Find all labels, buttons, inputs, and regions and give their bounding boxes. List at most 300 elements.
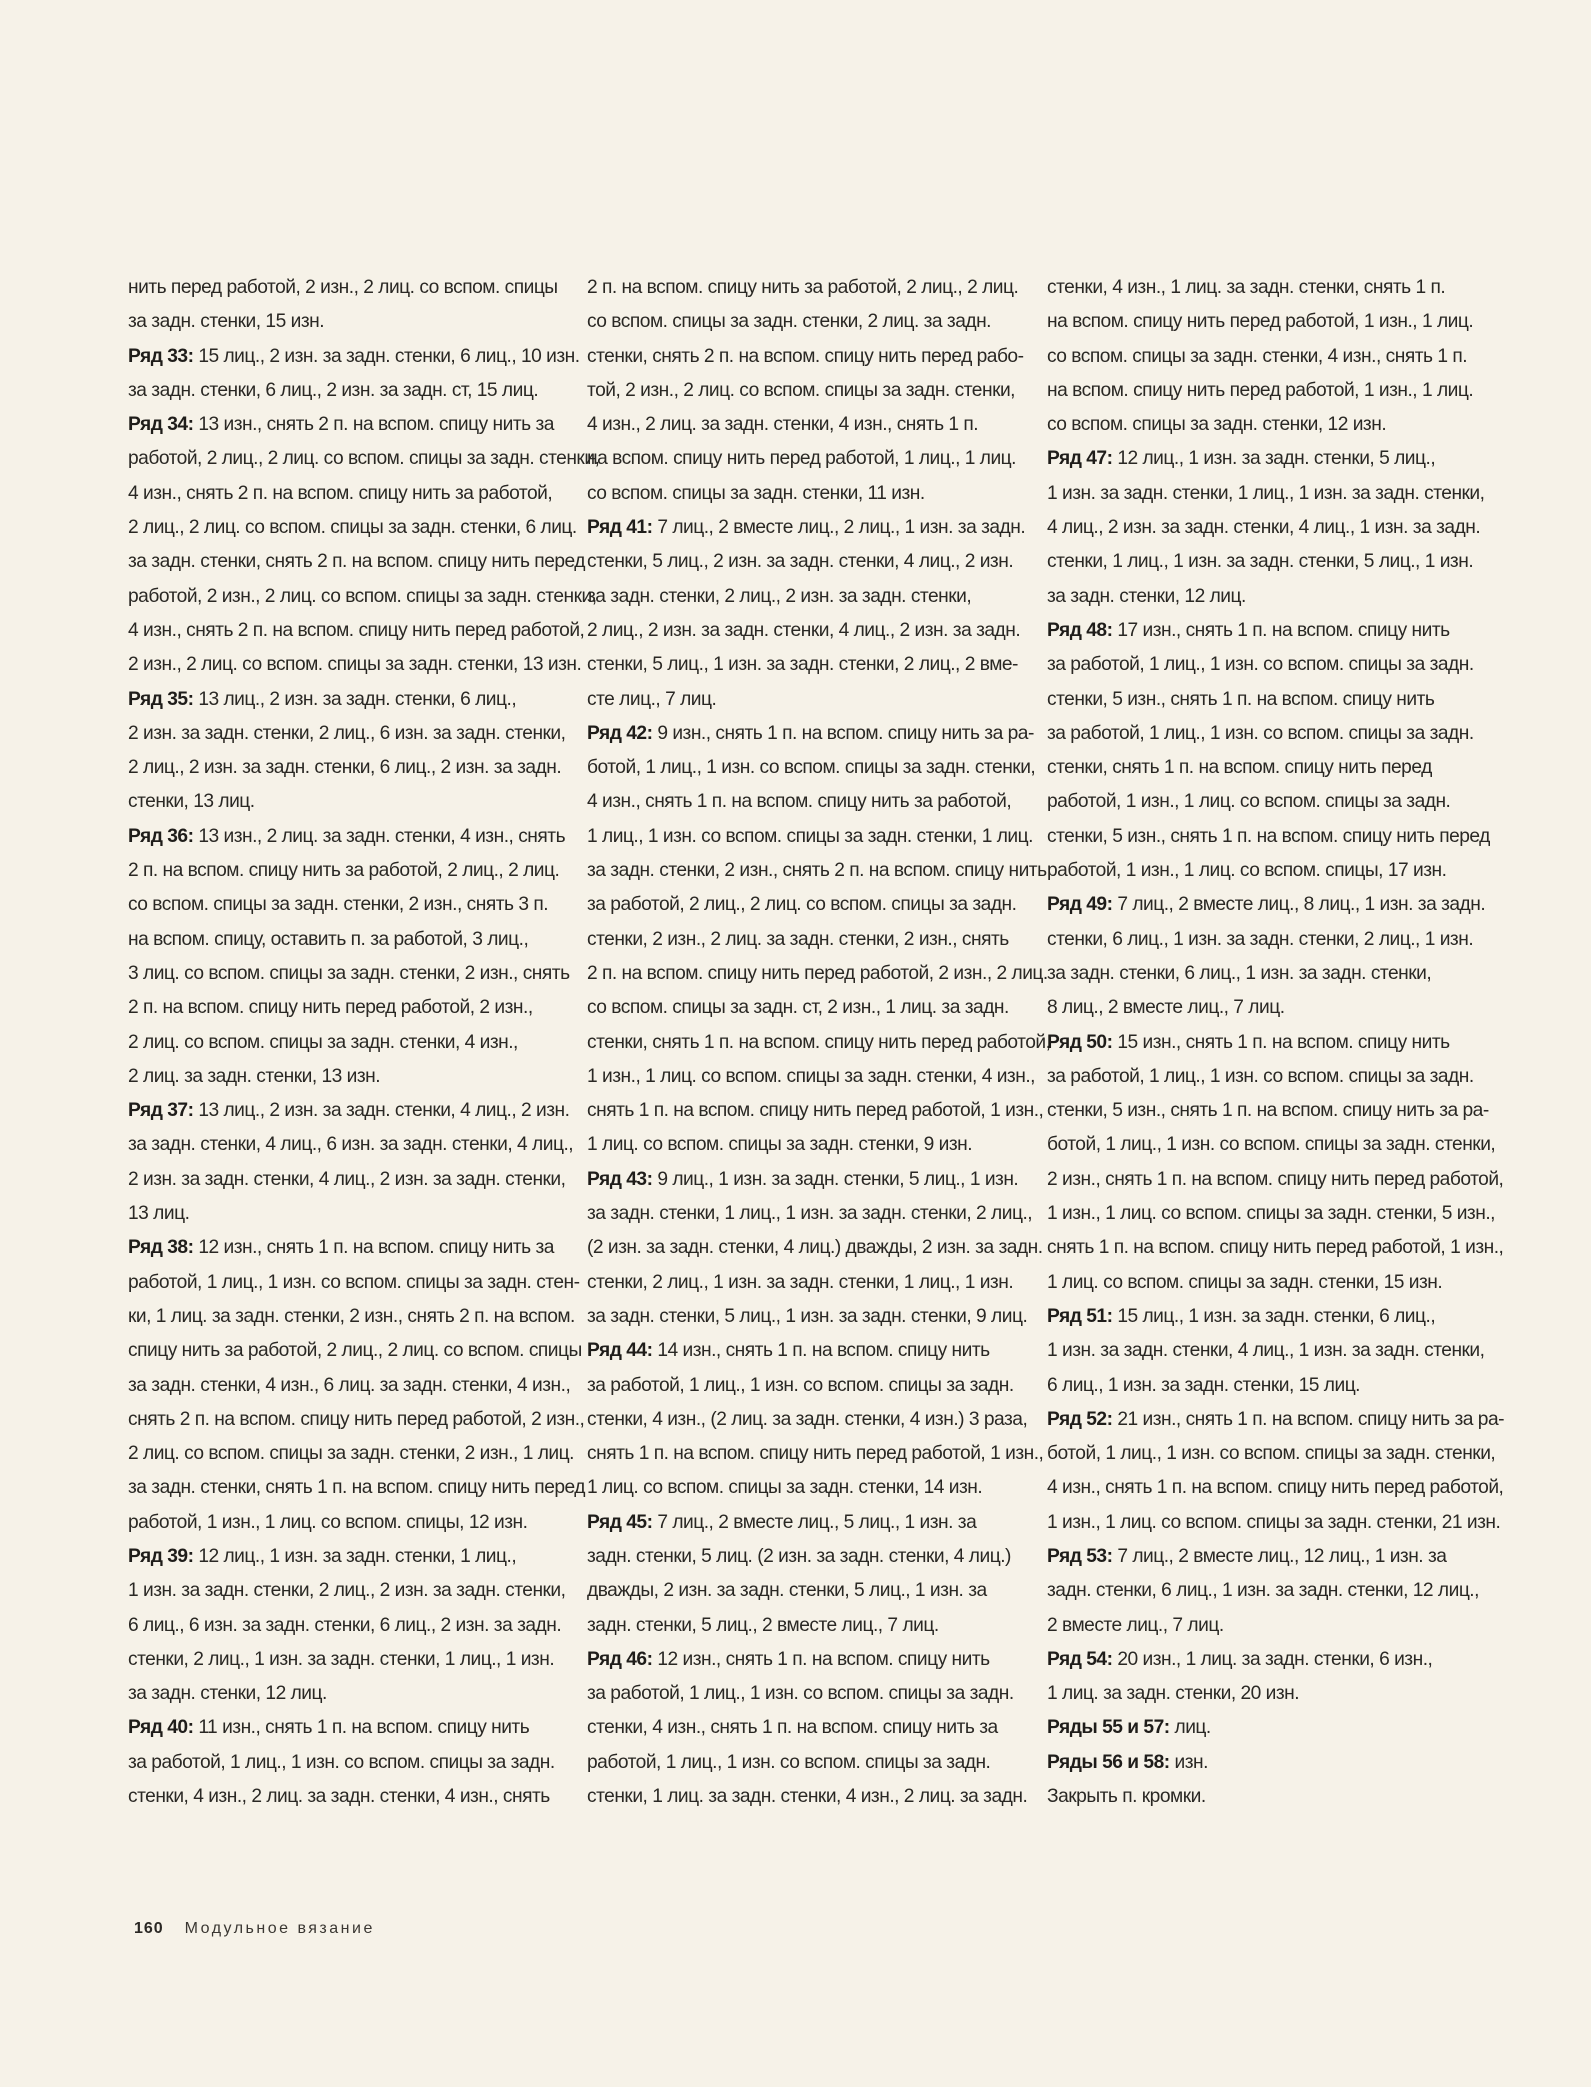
row-label: Ряды 55 и 57: [1047, 1717, 1170, 1739]
row-text: стенки, 2 лиц., 1 изн. за задн. стенки, 1 лиц., 1 изн. [587, 1271, 1014, 1293]
row-text: работой, 1 изн., 1 лиц. со вспом. спицы, 12 изн. [128, 1511, 528, 1533]
row-text: со вспом. спицы за задн. стенки, 2 изн., снять 3 п. [128, 894, 549, 916]
row-text: 2 п. на вспом. спицу нить за работой, 2 лиц., 2 лиц. [128, 860, 560, 882]
text-line [1047, 1780, 1487, 1814]
row-text: снять 1 п. на вспом. спицу нить перед работой, 1 изн., [1047, 1237, 1504, 1259]
row-text: 12 изн., снять 1 п. на вспом. спицу нить [652, 1648, 990, 1670]
text-line [587, 820, 1033, 854]
row-label: Ряд 45: [587, 1511, 653, 1533]
text-line [128, 820, 568, 854]
row-text: работой, 2 изн., 2 лиц. со вспом. спицы за задн. стенки, [128, 585, 597, 607]
text-line [587, 614, 1027, 648]
row-label: Ряд 35: [128, 688, 194, 710]
row-text: стенки, 1 лиц., 1 изн. за задн. стенки, 5 лиц., 1 изн. [1047, 551, 1474, 573]
row-text: 2 п. на вспом. спицу нить перед работой, 2 изн., [128, 997, 533, 1019]
row-text: изн. [1169, 1751, 1208, 1773]
text-line [587, 991, 1027, 1025]
row-text: 15 лиц., 1 изн. за задн. стенки, 6 лиц., [1112, 1305, 1436, 1327]
text-line [128, 717, 568, 751]
text-line [1047, 305, 1487, 339]
text-line [587, 1403, 1027, 1437]
row-text: 12 изн., снять 1 п. на вспом. спицу нить за [193, 1237, 554, 1259]
text-line [1047, 1026, 1487, 1060]
text-line [1047, 888, 1487, 922]
text-line [128, 1643, 568, 1677]
row-text: 2 лиц., 2 лиц. со вспом. спицы за задн. стенки, 6 лиц. [128, 517, 577, 539]
text-line [128, 1437, 574, 1471]
text-line [128, 648, 582, 682]
row-text: сте лиц., 7 лиц. [587, 688, 717, 710]
row-text: 7 лиц., 2 вместе лиц., 5 лиц., 1 изн. за [652, 1511, 977, 1533]
text-line [128, 923, 568, 957]
text-line [587, 648, 1027, 682]
text-line [587, 1300, 1027, 1334]
row-text: 6 лиц., 1 изн. за задн. стенки, 15 лиц. [1047, 1374, 1361, 1396]
row-text: за работой, 1 лиц., 1 изн. со вспом. спицы за задн. [587, 1374, 1014, 1396]
row-text: 2 изн. за задн. стенки, 2 лиц., 6 изн. за задн. стенки, [128, 722, 566, 744]
row-label: Ряд 46: [587, 1648, 653, 1670]
text-line [1047, 580, 1487, 614]
text-line [587, 923, 1027, 957]
text-line [1047, 957, 1487, 991]
text-line [128, 854, 568, 888]
text-line [128, 991, 568, 1025]
row-text: работой, 1 изн., 1 лиц. со вспом. спицы, 17 изн. [1047, 860, 1447, 882]
row-text: за работой, 1 лиц., 1 изн. со вспом. спицы за задн. [587, 1683, 1014, 1705]
text-line [128, 751, 568, 785]
row-text: 13 лиц. [128, 1203, 190, 1225]
row-text: за работой, 1 лиц., 1 изн. со вспом. спицы за задн. [1047, 654, 1474, 676]
row-label: Ряд 53: [1047, 1545, 1113, 1567]
row-text: 20 изн., 1 лиц. за задн. стенки, 6 изн., [1112, 1648, 1433, 1670]
row-text: 13 лиц., 2 изн. за задн. стенки, 4 лиц., 2 изн. [193, 1100, 570, 1122]
text-line [1047, 1369, 1487, 1403]
row-text: за задн. стенки, 12 лиц. [128, 1683, 327, 1705]
text-line [587, 1163, 1027, 1197]
row-text: за задн. стенки, 1 лиц., 1 изн. за задн. стенки, 2 лиц., [587, 1203, 1033, 1225]
row-text: за задн. стенки, 15 изн. [128, 311, 325, 333]
row-text: стенки, 2 лиц., 1 изн. за задн. стенки, 1 лиц., 1 изн. [128, 1648, 555, 1670]
text-line [128, 1677, 568, 1711]
row-label: Ряд 54: [1047, 1648, 1113, 1670]
text-line [128, 1403, 585, 1437]
text-line [128, 1711, 568, 1745]
text-column-right [1047, 271, 1505, 1814]
text-line [128, 408, 568, 442]
text-line [128, 1746, 568, 1780]
row-label: Ряд 50: [1047, 1031, 1113, 1053]
row-text: со вспом. спицы за задн. ст, 2 изн., 1 лиц. за задн. [587, 997, 1009, 1019]
text-line [1047, 1128, 1496, 1162]
text-line [1047, 991, 1487, 1025]
text-line [128, 580, 597, 614]
row-text: 4 изн., снять 1 п. на вспом. спицу нить за работой, [587, 791, 1012, 813]
row-label: Ряд 36: [128, 825, 194, 847]
row-text: снять 1 п. на вспом. спицу нить перед работой, 1 изн., [587, 1100, 1044, 1122]
text-line [1047, 374, 1487, 408]
row-text: 2 п. на вспом. спицу нить за работой, 2 лиц., 2 лиц. [587, 277, 1019, 298]
text-line [587, 1266, 1027, 1300]
text-line [1047, 1266, 1487, 1300]
row-text: снять 2 п. на вспом. спицу нить перед работой, 2 изн., [128, 1408, 585, 1430]
text-line [128, 614, 585, 648]
row-text: 1 лиц. со вспом. спицы за задн. стенки, 14 изн. [587, 1477, 983, 1499]
row-text: 4 изн., снять 2 п. на вспом. спицу нить за работой, [128, 482, 553, 504]
text-line [1047, 545, 1487, 579]
row-text: 1 лиц. со вспом. спицы за задн. стенки, 15 изн. [1047, 1271, 1443, 1293]
text-line [587, 1574, 1027, 1608]
text-line [1047, 1609, 1487, 1643]
row-text: 8 лиц., 2 вместе лиц., 7 лиц. [1047, 997, 1285, 1019]
text-line [587, 854, 1047, 888]
text-line [587, 1609, 1027, 1643]
row-text: на вспом. спицу нить перед работой, 1 изн., 1 лиц. [1047, 379, 1474, 401]
row-text: 14 изн., снять 1 п. на вспом. спицу нить [652, 1340, 990, 1362]
row-text: дважды, 2 изн. за задн. стенки, 5 лиц., 1 изн. за [587, 1580, 987, 1602]
text-line [128, 305, 568, 339]
text-line [128, 1609, 568, 1643]
row-text: стенки, снять 1 п. на вспом. спицу нить перед [1047, 757, 1432, 779]
text-line [587, 1540, 1027, 1574]
text-line [1047, 1334, 1487, 1368]
text-line [587, 1506, 1027, 1540]
row-text: Закрыть п. кромки. [1047, 1786, 1206, 1808]
row-label: Ряды 56 и 58: [1047, 1751, 1170, 1773]
row-text: 11 изн., снять 1 п. на вспом. спицу нить [193, 1717, 530, 1739]
row-label: Ряд 38: [128, 1237, 194, 1259]
text-line [128, 1231, 568, 1265]
row-text: со вспом. спицы за задн. стенки, 4 изн., снять 1 п. [1047, 345, 1468, 367]
row-text: 9 изн., снять 1 п. на вспом. спицу нить за ра- [652, 722, 1034, 744]
text-line [1047, 1163, 1504, 1197]
row-text: 6 лиц., 6 изн. за задн. стенки, 6 лиц., 2 изн. за задн. [128, 1614, 562, 1636]
row-text: за задн. стенки, 12 лиц. [1047, 585, 1246, 607]
text-line [587, 1437, 1044, 1471]
text-line [1047, 854, 1487, 888]
row-text: 2 лиц. со вспом. спицы за задн. стенки, 2 изн., 1 лиц. [128, 1443, 574, 1465]
text-line [1047, 614, 1487, 648]
text-line [128, 1026, 568, 1060]
row-text: со вспом. спицы за задн. стенки, 2 лиц. за задн. [587, 311, 991, 333]
row-text: стенки, 5 изн., снять 1 п. на вспом. спицу нить перед [1047, 825, 1490, 847]
row-text: 15 изн., снять 1 п. на вспом. спицу нить [1112, 1031, 1450, 1053]
row-label: Ряд 40: [128, 1717, 194, 1739]
row-text: стенки, 4 изн., (2 лиц. за задн. стенки, 4 изн.) 3 раза, [587, 1408, 1028, 1430]
text-line [128, 1266, 580, 1300]
text-line [587, 1128, 1027, 1162]
row-text: 1 изн. за задн. стенки, 2 лиц., 2 изн. за задн. стенки, [128, 1580, 566, 1602]
text-line [128, 1163, 568, 1197]
text-line [587, 1197, 1033, 1231]
text-line [128, 1300, 575, 1334]
row-label: Ряд 51: [1047, 1305, 1113, 1327]
row-text: задн. стенки, 5 лиц., 2 вместе лиц., 7 лиц. [587, 1614, 939, 1636]
row-text: стенки, 5 лиц., 2 изн. за задн. стенки, 4 лиц., 2 изн. [587, 551, 1014, 573]
row-text: ки, 1 лиц. за задн. стенки, 2 изн., снять 2 п. на вспом. [128, 1305, 575, 1327]
row-text: стенки, 5 лиц., 1 изн. за задн. стенки, 2 лиц., 2 вме- [587, 654, 1018, 676]
text-line [1047, 1540, 1487, 1574]
text-line [587, 1643, 1027, 1677]
text-line [587, 1746, 1027, 1780]
row-label: Ряд 47: [1047, 448, 1113, 470]
text-line [128, 1574, 568, 1608]
row-text: 12 лиц., 1 изн. за задн. стенки, 1 лиц., [193, 1545, 517, 1567]
row-text: снять 1 п. на вспом. спицу нить перед работой, 1 изн., [587, 1443, 1044, 1465]
row-text: 1 изн. за задн. стенки, 4 лиц., 1 изн. за задн. стенки, [1047, 1340, 1485, 1362]
row-text: 21 изн., снять 1 п. на вспом. спицу нить за ра- [1112, 1408, 1505, 1430]
row-text: работой, 1 изн., 1 лиц. со вспом. спицы за задн. [1047, 791, 1451, 813]
text-line [587, 580, 1027, 614]
row-label: Ряд 37: [128, 1100, 194, 1122]
text-line [128, 1060, 568, 1094]
row-text: 17 изн., снять 1 п. на вспом. спицу нить [1112, 619, 1450, 641]
text-line [1047, 648, 1487, 682]
text-line [587, 305, 1027, 339]
text-line [1047, 923, 1487, 957]
row-text: 9 лиц., 1 изн. за задн. стенки, 5 лиц., 1 изн. [652, 1168, 1019, 1190]
row-text: за работой, 1 лиц., 1 изн. со вспом. спицы за задн. [1047, 722, 1474, 744]
text-line [1047, 477, 1487, 511]
text-line [1047, 1643, 1487, 1677]
row-text: 2 лиц. за задн. стенки, 13 изн. [128, 1065, 381, 1087]
row-text: стенки, 6 лиц., 1 изн. за задн. стенки, 2 лиц., 1 изн. [1047, 928, 1474, 950]
row-text: 2 изн., снять 1 п. на вспом. спицу нить перед работой, [1047, 1168, 1504, 1190]
row-text: за работой, 1 лиц., 1 изн. со вспом. спицы за задн. [1047, 1065, 1474, 1087]
row-text: 2 изн., 2 лиц. со вспом. спицы за задн. стенки, 13 изн. [128, 654, 582, 676]
text-line [128, 511, 577, 545]
text-line [128, 1369, 571, 1403]
text-column-left [128, 271, 600, 1814]
text-line [587, 683, 1027, 717]
text-line [128, 442, 600, 476]
text-line [1047, 271, 1487, 305]
text-line [587, 340, 1027, 374]
text-line [1047, 785, 1487, 819]
row-text: на вспом. спицу нить перед работой, 1 изн., 1 лиц. [1047, 311, 1474, 333]
row-text: стенки, 4 изн., 1 лиц. за задн. стенки, снять 1 п. [1047, 277, 1446, 298]
text-line [1047, 1094, 1487, 1128]
row-text: 2 лиц. со вспом. спицы за задн. стенки, 4 изн., [128, 1031, 518, 1053]
row-label: Ряд 52: [1047, 1408, 1113, 1430]
text-line [1047, 1574, 1487, 1608]
row-text: 4 лиц., 2 изн. за задн. стенки, 4 лиц., 1 изн. за задн. [1047, 517, 1481, 539]
row-text: ботой, 1 лиц., 1 изн. со вспом. спицы за задн. стенки, [1047, 1443, 1496, 1465]
text-line [1047, 1746, 1487, 1780]
row-text: работой, 2 лиц., 2 лиц. со вспом. спицы за задн. стенки, [128, 448, 600, 470]
text-line [128, 683, 568, 717]
text-line [587, 511, 1027, 545]
row-text: 2 изн. за задн. стенки, 4 лиц., 2 изн. за задн. стенки, [128, 1168, 566, 1190]
row-text: спицу нить за работой, 2 лиц., 2 лиц. со вспом. спицы [128, 1340, 582, 1362]
row-text: нить перед работой, 2 изн., 2 лиц. со вспом. спицы [128, 277, 558, 298]
row-text: задн. стенки, 6 лиц., 1 изн. за задн. стенки, 12 лиц., [1047, 1580, 1479, 1602]
text-line [1047, 1060, 1487, 1094]
row-text: стенки, снять 1 п. на вспом. спицу нить перед работой, [587, 1031, 1051, 1053]
text-line [128, 1780, 568, 1814]
text-line [587, 1711, 1027, 1745]
text-line [128, 1540, 568, 1574]
text-line [1047, 683, 1487, 717]
text-line [128, 1471, 585, 1505]
row-text: стенки, снять 2 п. на вспом. спицу нить перед рабо- [587, 345, 1024, 367]
row-text: за задн. стенки, 4 лиц., 6 изн. за задн. стенки, 4 лиц., [128, 1134, 574, 1156]
text-line [128, 1334, 582, 1368]
row-text: 7 лиц., 2 вместе лиц., 2 лиц., 1 изн. за задн. [652, 517, 1026, 539]
row-text: 1 изн. за задн. стенки, 1 лиц., 1 изн. за задн. стенки, [1047, 482, 1485, 504]
row-label: Ряд 33: [128, 345, 194, 367]
row-text: 2 вместе лиц., 7 лиц. [1047, 1614, 1224, 1636]
row-text: 13 лиц., 2 изн. за задн. стенки, 6 лиц., [193, 688, 517, 710]
text-line [128, 1094, 568, 1128]
text-line [587, 477, 1027, 511]
row-text: 4 изн., снять 2 п. на вспом. спицу нить перед работой, [128, 619, 585, 641]
text-line [1047, 1711, 1487, 1745]
text-line [128, 888, 568, 922]
text-line [587, 271, 1027, 305]
row-text: за задн. стенки, снять 2 п. на вспом. спицу нить перед [128, 551, 585, 573]
page-number: 160 [134, 1920, 164, 1937]
row-text: ботой, 1 лиц., 1 изн. со вспом. спицы за задн. стенки, [587, 757, 1036, 779]
row-text: стенки, 5 изн., снять 1 п. на вспом. спицу нить [1047, 688, 1435, 710]
row-text: 2 п. на вспом. спицу нить перед работой, 2 изн., 2 лиц. [587, 962, 1048, 984]
text-line [587, 1231, 1043, 1265]
row-label: Ряд 44: [587, 1340, 653, 1362]
row-text: (2 изн. за задн. стенки, 4 лиц.) дважды, 2 изн. за задн. [587, 1237, 1043, 1259]
book-title: Модульное вязание [184, 1920, 375, 1937]
text-line [587, 1471, 1027, 1505]
row-text: стенки, 13 лиц. [128, 791, 255, 813]
row-text: за задн. стенки, снять 1 п. на вспом. спицу нить перед [128, 1477, 585, 1499]
row-text: 1 лиц. со вспом. спицы за задн. стенки, 9 изн. [587, 1134, 973, 1156]
row-text: задн. стенки, 5 лиц. (2 изн. за задн. стенки, 4 лиц.) [587, 1545, 1011, 1567]
row-text: за задн. стенки, 2 лиц., 2 изн. за задн. стенки, [587, 585, 972, 607]
text-line [128, 1128, 574, 1162]
row-text: стенки, 4 изн., снять 1 п. на вспом. спицу нить за [587, 1717, 998, 1739]
text-line [587, 1780, 1027, 1814]
row-text: 7 лиц., 2 вместе лиц., 12 лиц., 1 изн. за [1112, 1545, 1447, 1567]
text-line [587, 545, 1027, 579]
row-text: за работой, 1 лиц., 1 изн. со вспом. спицы за задн. [128, 1751, 555, 1773]
text-line [1047, 1231, 1504, 1265]
page-footer [134, 1920, 375, 1938]
row-text: за задн. стенки, 2 изн., снять 2 п. на вспом. спицу нить [587, 860, 1047, 882]
text-line [587, 1094, 1044, 1128]
text-line [128, 957, 568, 991]
row-text: 2 лиц., 2 изн. за задн. стенки, 6 лиц., 2 изн. за задн. [128, 757, 562, 779]
row-label: Ряд 43: [587, 1168, 653, 1190]
text-line [1047, 1471, 1504, 1505]
text-line [587, 717, 1034, 751]
row-text: 1 изн., 1 лиц. со вспом. спицы за задн. стенки, 5 изн., [1047, 1203, 1495, 1225]
row-text: той, 2 изн., 2 лиц. со вспом. спицы за задн. стенки, [587, 379, 1016, 401]
text-line [1047, 511, 1487, 545]
text-line [587, 1334, 1027, 1368]
text-line [1047, 408, 1487, 442]
text-line [587, 1677, 1027, 1711]
row-label: Ряд 39: [128, 1545, 194, 1567]
row-text: 3 лиц. со вспом. спицы за задн. стенки, 2 изн., снять [128, 962, 570, 984]
text-line [1047, 442, 1487, 476]
text-line [1047, 1403, 1505, 1437]
text-line [1047, 1197, 1495, 1231]
text-line [587, 1026, 1051, 1060]
row-text: 1 изн., 1 лиц. со вспом. спицы за задн. стенки, 21 изн. [1047, 1511, 1501, 1533]
row-text: 13 изн., снять 2 п. на вспом. спицу нить за [193, 414, 554, 436]
text-line [128, 340, 580, 374]
row-text: работой, 1 лиц., 1 изн. со вспом. спицы за задн. стен- [128, 1271, 580, 1293]
row-label: Ряд 42: [587, 722, 653, 744]
text-line [587, 374, 1027, 408]
row-text: 4 изн., 2 лиц. за задн. стенки, 4 изн., снять 1 п. [587, 414, 979, 436]
text-line [587, 751, 1036, 785]
text-line [128, 785, 568, 819]
text-line [587, 785, 1027, 819]
text-line [587, 1060, 1035, 1094]
row-text: стенки, 1 лиц. за задн. стенки, 4 изн., 2 лиц. за задн. [587, 1786, 1028, 1808]
text-line [587, 888, 1027, 922]
text-line [1047, 1506, 1501, 1540]
text-line [128, 477, 568, 511]
row-text: 1 лиц. за задн. стенки, 20 изн. [1047, 1683, 1300, 1705]
row-text: со вспом. спицы за задн. стенки, 12 изн. [1047, 414, 1387, 436]
row-text: на вспом. спицу, оставить п. за работой, 3 лиц., [128, 928, 529, 950]
text-line [1047, 1300, 1487, 1334]
text-line [128, 271, 568, 305]
text-line [1047, 340, 1487, 374]
row-text: 1 лиц., 1 изн. со вспом. спицы за задн. стенки, 1 лиц. [587, 825, 1033, 847]
text-line [128, 1197, 568, 1231]
row-label: Ряд 49: [1047, 894, 1113, 916]
row-text: 15 лиц., 2 изн. за задн. стенки, 6 лиц., 10 изн. [193, 345, 580, 367]
row-text: за задн. стенки, 5 лиц., 1 изн. за задн. стенки, 9 лиц. [587, 1305, 1028, 1327]
row-text: стенки, 5 изн., снять 1 п. на вспом. спицу нить за ра- [1047, 1100, 1489, 1122]
text-line [587, 408, 1027, 442]
text-line [1047, 820, 1490, 854]
row-label: Ряд 34: [128, 414, 194, 436]
row-text: 1 изн., 1 лиц. со вспом. спицы за задн. стенки, 4 изн., [587, 1065, 1035, 1087]
text-line [128, 374, 568, 408]
row-label: Ряд 48: [1047, 619, 1113, 641]
row-text: 7 лиц., 2 вместе лиц., 8 лиц., 1 изн. за задн. [1112, 894, 1486, 916]
text-line [1047, 1677, 1487, 1711]
row-text: за задн. стенки, 6 лиц., 1 изн. за задн. стенки, [1047, 962, 1432, 984]
row-text: за работой, 2 лиц., 2 лиц. со вспом. спицы за задн. [587, 894, 1017, 916]
row-text: работой, 1 лиц., 1 изн. со вспом. спицы за задн. [587, 1751, 991, 1773]
row-text: со вспом. спицы за задн. стенки, 11 изн. [587, 482, 925, 504]
row-text: за задн. стенки, 6 лиц., 2 изн. за задн. ст, 15 лиц. [128, 379, 539, 401]
text-line [587, 1369, 1027, 1403]
row-text: на вспом. спицу нить перед работой, 1 лиц., 1 лиц. [587, 448, 1016, 470]
row-text: ботой, 1 лиц., 1 изн. со вспом. спицы за задн. стенки, [1047, 1134, 1496, 1156]
text-line [587, 442, 1027, 476]
text-line [1047, 1437, 1496, 1471]
text-line [1047, 751, 1487, 785]
text-line [1047, 717, 1487, 751]
text-line [587, 957, 1048, 991]
row-text: стенки, 4 изн., 2 лиц. за задн. стенки, 4 изн., снять [128, 1786, 550, 1808]
row-text: 12 лиц., 1 изн. за задн. стенки, 5 лиц., [1112, 448, 1436, 470]
row-text: 4 изн., снять 1 п. на вспом. спицу нить перед работой, [1047, 1477, 1504, 1499]
row-text: стенки, 2 изн., 2 лиц. за задн. стенки, 2 изн., снять [587, 928, 1009, 950]
row-text: лиц. [1169, 1717, 1211, 1739]
row-text: за задн. стенки, 4 изн., 6 лиц. за задн. стенки, 4 изн., [128, 1374, 571, 1396]
text-line [128, 545, 585, 579]
row-text: 2 лиц., 2 изн. за задн. стенки, 4 лиц., 2 изн. за задн. [587, 619, 1021, 641]
row-label: Ряд 41: [587, 517, 653, 539]
row-text: 13 изн., 2 лиц. за задн. стенки, 4 изн., снять [193, 825, 566, 847]
text-column-middle [587, 271, 1051, 1814]
text-line [128, 1506, 568, 1540]
